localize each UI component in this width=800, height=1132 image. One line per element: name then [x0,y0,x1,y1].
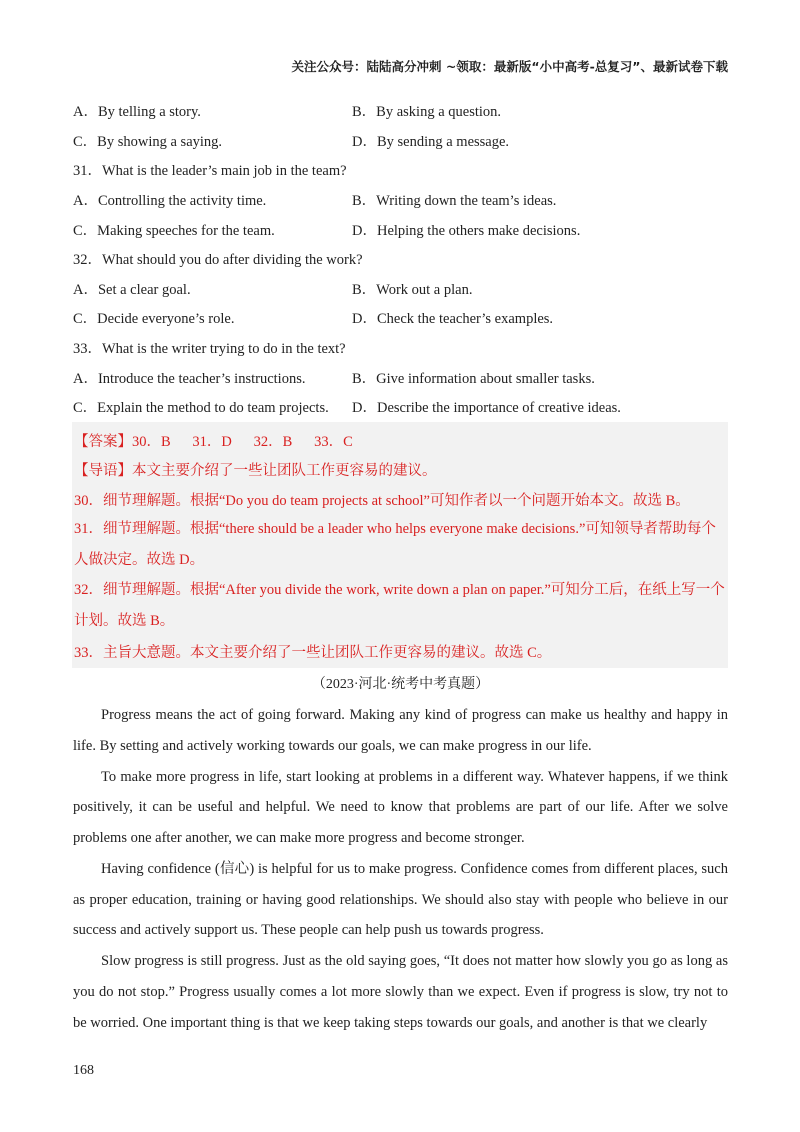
explanation-31: 31．细节理解题。根据“there should be a leader who helps everyone make decisions.”可知领导者帮助每个人做决定。故选 D。 [74,521,716,568]
options-row [73,362,728,392]
options-row [73,303,728,333]
guide-text: 本文主要介绍了一些让团队工作更容易的建议。 [132,463,437,480]
option-c: C．Explain the method to do team projects. [73,400,329,417]
option-d: D．Describe the importance of creative ideas. [352,400,621,417]
page-number: 168 [73,1063,94,1078]
explanation-30: 30．细节理解题。根据“Do you do team projects at school”可知作者以一个问题开始本文。故选 B。 [74,493,690,510]
option-c: C．By showing a saying. [73,133,223,150]
guide-tag: 【导语】 [74,463,132,480]
option-a: A．Controlling the activity time. [73,193,267,210]
answer-explanation-box [72,422,728,668]
option-d: D．Helping the others make decisions. [352,222,581,239]
option-b: B．By asking a question. [352,104,502,121]
option-a: A．By telling a story. [73,104,201,121]
page-header: 关注公众号：陆陆高分冲刺 ~领取：最新版“小中高考-总复习”、最新试卷下载 [291,59,728,74]
paragraph: Slow progress is still progress. Just as the old saying goes, “It does not matter how slowly you go as long as you do not stop.” Progress usually comes a lot more slowly than we expect. Even if progress is slow, try not to be worried. One important thing is that we keep taking steps towards our goals, and another is that we clearly [73,953,728,1031]
explanation-32: 32．细节理解题。根据“After you divide the work, write down a plan on paper.”可知分工后，在纸上写一个计划。故选 B。 [74,582,725,629]
options-row [73,274,728,304]
option-d: D．By sending a message. [352,133,510,150]
passage-source: （2023·河北·统考中考真题） [311,676,490,692]
option-c: C．Decide everyone’s role. [73,311,235,328]
page-content [73,96,728,1039]
paragraph: Progress means the act of going forward. Making any kind of progress can make us healthy and happy in life. By setting and actively working towards our goals, we can make progress in our life. [73,706,728,754]
answer-line [74,426,728,456]
paragraph: To make more progress in life, start looking at problems in a different way. Whatever happens, if we think positively, it can be useful and helpful. We need to know that problems are part of our life. After we solve problems one after another, we can make more progress and become stronger. [73,768,728,847]
answer-tag: 【答案】 [74,433,132,450]
option-c: C．Making speeches for the team. [73,222,275,239]
question-31: 31．What is the leader’s main job in the team? [73,163,347,180]
reading-passage [73,700,728,1039]
option-a: A．Introduce the teacher’s instructions. [73,370,306,387]
option-b: B．Writing down the team’s ideas. [352,193,557,210]
option-a: A．Set a clear goal. [73,281,191,298]
options-row [73,392,728,422]
paragraph: Having confidence (信心) is helpful for us to make progress. Confidence comes from different places, such as proper education, training or having good relationships. We should also stay with people who believe in our success and actively support us. These people can help push us towards progress. [73,860,728,939]
option-b: B．Give information about smaller tasks. [352,370,595,387]
answer-text: 30．B 31．D 32．B 33．C [132,433,353,450]
guide-line [74,455,728,485]
option-b: B．Work out a plan. [352,281,473,298]
options-row [73,126,728,156]
question-32: 32．What should you do after dividing the work? [73,252,363,269]
explanation-33: 33．主旨大意题。本文主要介绍了一些让团队工作更容易的建议。故选 C。 [74,644,552,661]
options-row [73,185,728,215]
options-row [73,96,728,126]
option-d: D．Check the teacher’s examples. [352,311,554,328]
options-row [73,214,728,244]
question-33: 33．What is the writer trying to do in the text? [73,341,346,358]
